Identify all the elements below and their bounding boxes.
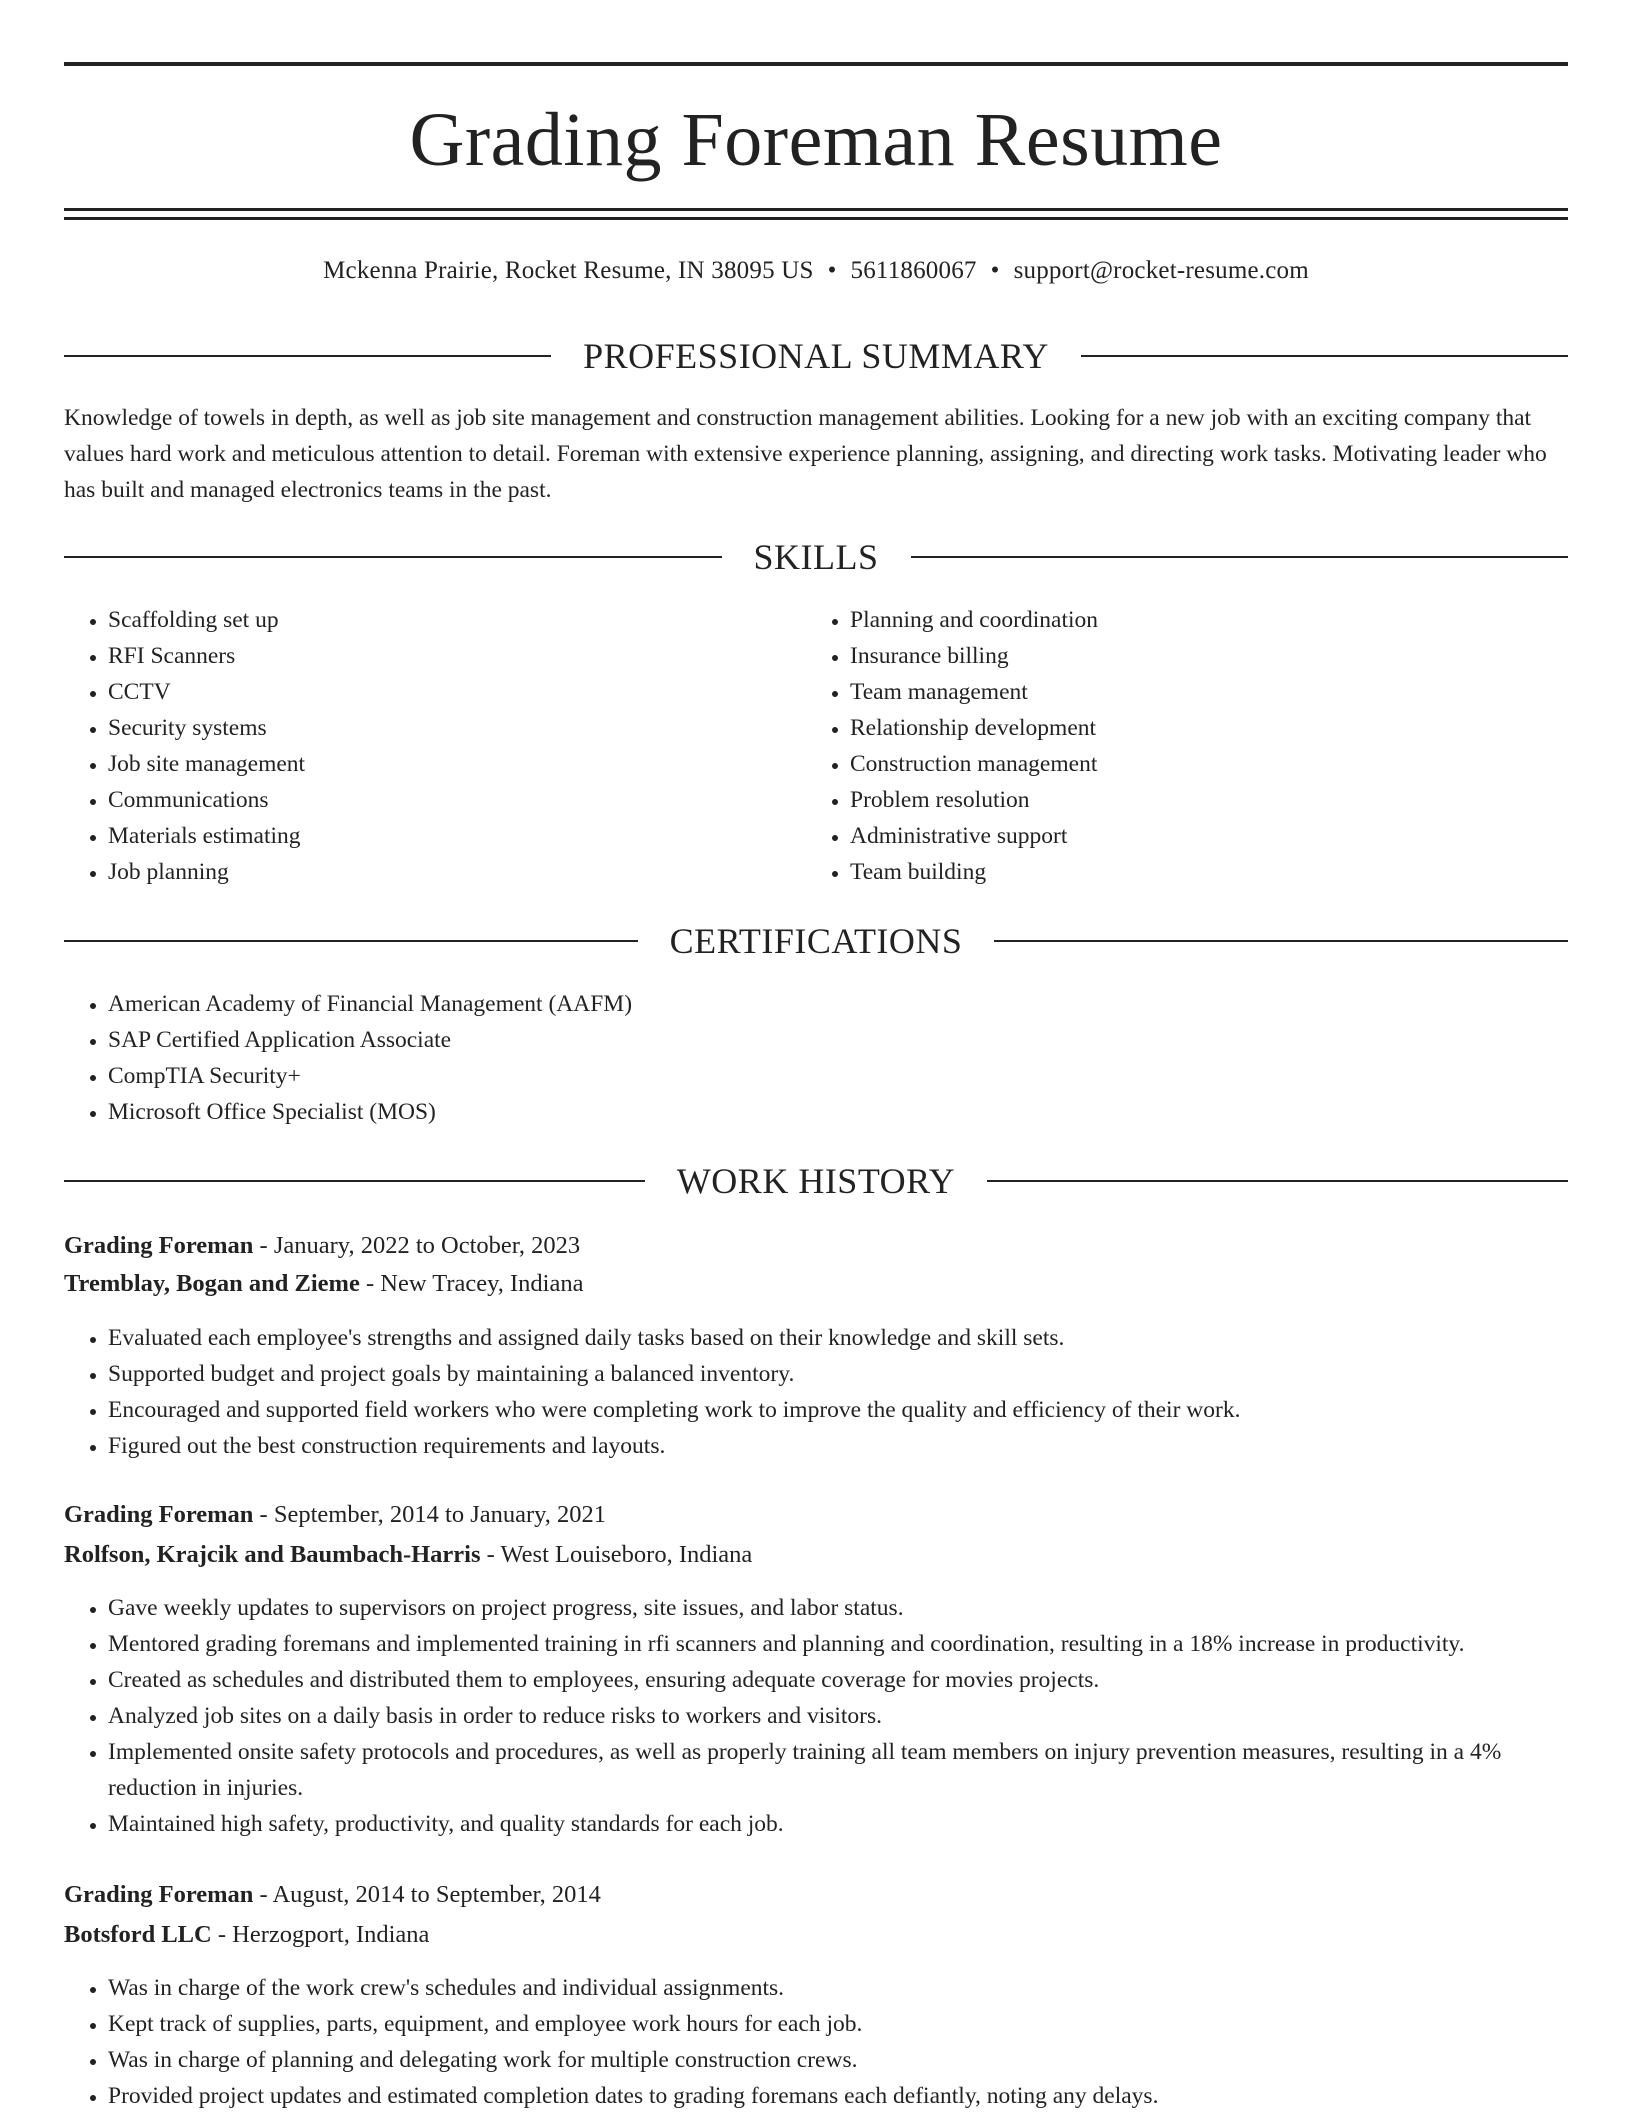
section-rule [911, 556, 1569, 558]
certifications-list [64, 986, 1568, 1130]
section-rule [64, 556, 722, 558]
contact-separator: • [990, 257, 1000, 284]
job-bullets [64, 1970, 1568, 2114]
skill-item: • Job site management [108, 746, 808, 782]
contact-address: Mckenna Prairie, Rocket Resume, IN 38095 US [323, 257, 814, 284]
skill-item: • RFI Scanners [108, 638, 808, 674]
job-title-line: Grading Foreman - August, 2014 to September, 2014 [64, 1881, 601, 1908]
job-bullet: • Created as schedules and distributed them to employees, ensuring adequate coverage for movies projects. [108, 1662, 1568, 1698]
contact-phone: 5611860067 [850, 257, 977, 284]
skills-list-right [806, 602, 1550, 890]
skill-item: • CCTV [108, 674, 808, 710]
skill-item: • Communications [108, 782, 808, 818]
job-bullet: • Analyzed job sites on a daily basis in order to reduce risks to workers and visitors. [108, 1698, 1568, 1734]
certification-item: • American Academy of Financial Management (AAFM) [108, 986, 1568, 1022]
job-title: Grading Foreman [64, 1881, 254, 1908]
job-bullets [64, 1320, 1568, 1464]
section-header-summary [64, 334, 1568, 378]
job-dates: January, 2022 to October, 2023 [273, 1232, 581, 1259]
job-dates: September, 2014 to January, 2021 [273, 1501, 607, 1528]
job-bullet: • Figured out the best construction requirements and layouts. [108, 1428, 1568, 1464]
section-rule [994, 940, 1568, 942]
section-header-certifications [64, 919, 1568, 963]
skill-item: • Job planning [108, 854, 808, 890]
job-bullet: • Was in charge of the work crew's schedules and individual assignments. [108, 1970, 1568, 2006]
section-title-skills: SKILLS [753, 537, 879, 577]
summary-text: Knowledge of towels in depth, as well as job site management and construction management abilities. Looking for a new job with an exciting company that values hard work and meticulous attention to detail. Foreman with extensive experience planning, assigning, and directing work tasks. Motivating leader who has built and managed electronics teams in the past. [64, 405, 1547, 503]
certification-item: • SAP Certified Application Associate [108, 1022, 1568, 1058]
certification-item: • Microsoft Office Specialist (MOS) [108, 1094, 1568, 1130]
job-company-line: Rolfson, Krajcik and Baumbach-Harris - West Louiseboro, Indiana [64, 1541, 753, 1568]
skill-item: • Insurance billing [850, 638, 1550, 674]
section-title-certifications: CERTIFICATIONS [669, 921, 963, 961]
skill-item: • Materials estimating [108, 818, 808, 854]
section-rule [64, 940, 638, 942]
skill-item: • Problem resolution [850, 782, 1550, 818]
job-title-line: Grading Foreman - January, 2022 to October, 2023 [64, 1232, 581, 1259]
job-location: Herzogport, Indiana [232, 1921, 430, 1948]
job-bullets [64, 1590, 1568, 1842]
section-rule [1081, 355, 1568, 357]
job-bullet: • Provided project updates and estimated completion dates to grading foremans each defiantly, noting any delays. [108, 2078, 1568, 2114]
page-title: Grading Foreman Resume [409, 98, 1223, 182]
job-bullet: • Mentored grading foremans and implemented training in rfi scanners and planning and coordination, resulting in a 18% increase in productivity. [108, 1626, 1568, 1662]
title-double-rule [64, 208, 1568, 220]
job-bullet: • Gave weekly updates to supervisors on project progress, site issues, and labor status. [108, 1590, 1568, 1626]
section-header-skills [64, 535, 1568, 579]
job-bullet: • Encouraged and supported field workers who were completing work to improve the quality and efficiency of their work. [108, 1392, 1568, 1428]
job-company: Rolfson, Krajcik and Baumbach-Harris [64, 1541, 481, 1568]
job-company-line: Tremblay, Bogan and Zieme - New Tracey, Indiana [64, 1270, 584, 1297]
job-dates: August, 2014 to September, 2014 [272, 1881, 601, 1908]
job-title: Grading Foreman [64, 1501, 254, 1528]
skill-item: • Planning and coordination [850, 602, 1550, 638]
top-rule [64, 62, 1568, 66]
job-bullet: • Evaluated each employee's strengths and assigned daily tasks based on their knowledge and skill sets. [108, 1320, 1568, 1356]
section-header-work [64, 1159, 1568, 1203]
skill-item: • Team building [850, 854, 1550, 890]
section-rule [64, 1180, 645, 1182]
job-title-line: Grading Foreman - September, 2014 to January, 2021 [64, 1501, 607, 1528]
job-bullet: • Maintained high safety, productivity, and quality standards for each job. [108, 1806, 1568, 1842]
job-location: New Tracey, Indiana [380, 1270, 584, 1297]
contact-line [64, 255, 1568, 287]
job-bullet: • Was in charge of planning and delegating work for multiple construction crews. [108, 2042, 1568, 2078]
skill-item: • Team management [850, 674, 1550, 710]
job-location: West Louiseboro, Indiana [500, 1541, 753, 1568]
job-company-line: Botsford LLC - Herzogport, Indiana [64, 1921, 430, 1948]
skill-item: • Administrative support [850, 818, 1550, 854]
job-bullet: • Kept track of supplies, parts, equipment, and employee work hours for each job. [108, 2006, 1568, 2042]
certification-item: • CompTIA Security+ [108, 1058, 1568, 1094]
skill-item: • Security systems [108, 710, 808, 746]
job-bullet: • Implemented onsite safety protocols and procedures, as well as properly training all team members on injury prevention measures, resulting in a 4% reduction in injuries. [108, 1734, 1568, 1806]
job-bullet: • Supported budget and project goals by maintaining a balanced inventory. [108, 1356, 1568, 1392]
section-title-work: WORK HISTORY [676, 1161, 956, 1201]
job-company: Botsford LLC [64, 1921, 212, 1948]
skill-item: • Construction management [850, 746, 1550, 782]
section-rule [987, 1180, 1568, 1182]
skill-item: • Relationship development [850, 710, 1550, 746]
job-company: Tremblay, Bogan and Zieme [64, 1270, 360, 1297]
section-title-summary: PROFESSIONAL SUMMARY [583, 336, 1049, 376]
contact-email: support@rocket-resume.com [1013, 257, 1309, 284]
skill-item: • Scaffolding set up [108, 602, 808, 638]
contact-separator: • [827, 257, 837, 284]
section-rule [64, 355, 551, 357]
job-title: Grading Foreman [64, 1232, 254, 1259]
skills-list-left [64, 602, 808, 890]
